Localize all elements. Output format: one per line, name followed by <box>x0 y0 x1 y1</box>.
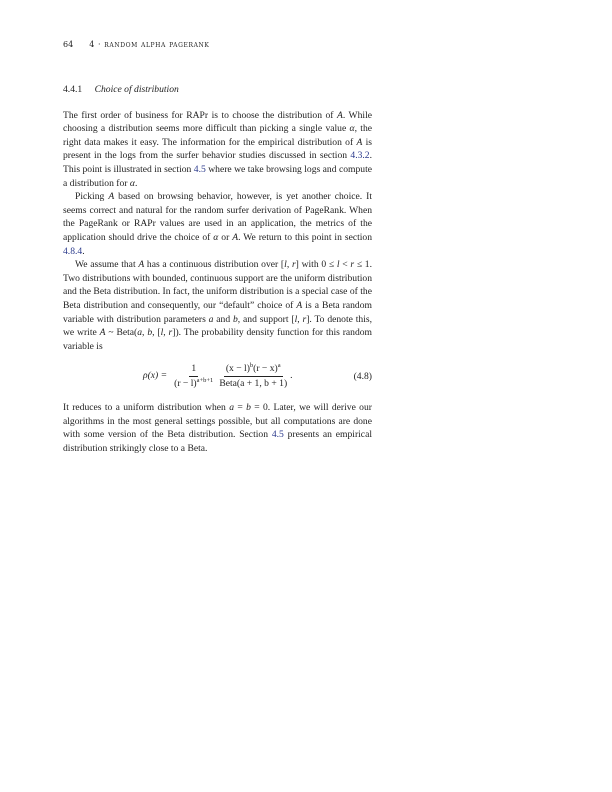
equation-body <box>143 361 293 391</box>
equation-period: . <box>290 370 293 382</box>
section-title: Choice of distribution <box>94 84 179 95</box>
running-title: 4 · random alpha pagerank <box>89 40 210 49</box>
running-head <box>63 40 373 49</box>
fraction-1 <box>172 363 215 390</box>
paragraph-3: We assume that A has a continuous distribution over [l, r] with 0 ≤ l < r ≤ 1. Two distributions with bounded, continuous support are the uniform distribution and the Beta distribution. In fact, the uniform distribution is a special case of the Beta distribution and consequently, our “default” choice of A is a Beta random variable with distribution parameters a and b, and support [l, r]. To denote this, we write A ~ Beta(a, b, [l, r]). The probability density function for this random variable is <box>63 259 373 352</box>
paragraph-4: It reduces to a uniform distribution when a = b = 0. Later, we will derive our algorithms in the most general settings possible, but all computations are done with some version of the Beta distribution. Section 4.5 presents an empirical distribution strikingly close to a Beta. <box>63 402 372 455</box>
section-link[interactable]: 4.5 <box>193 163 206 175</box>
paragraph-1: The first order of business for RAPr is to choose the distribution of A. While choosing a distribution seems more difficult than picking a single value α, the right data makes it easy. The information for the empirical distribution of A is present in the logs from the surfer behavior studies discussed in section 4.3.2. This point is illustrated in section 4.5 where we take browsing logs and compute a distribution for α. <box>63 109 372 189</box>
section-link[interactable]: 4.3.2 <box>350 150 370 162</box>
fraction-2-numerator: $(x - l)^b(r - x)^a$ <box>224 363 283 377</box>
fraction-2 <box>217 363 289 390</box>
equation-number: (4.8) <box>353 371 372 383</box>
section-link[interactable]: 4.8.4 <box>63 245 83 257</box>
page-number: 64 <box>63 40 74 49</box>
fraction-2-denominator: Beta(a + 1, b + 1) <box>219 377 288 389</box>
section-heading <box>63 83 372 97</box>
paragraph-2: Picking A based on browsing behavior, however, is yet another choice. It seems correct and natural for the random surfer derivation of PageRank. When the PageRank or RAPr values are used in an application, the metrics of the application should drive the choice of α or A. We return to this point in section 4.8.4. <box>63 191 373 257</box>
equation-lhs: ρ(x) = <box>143 370 168 382</box>
page-body <box>63 83 372 456</box>
equation-4-8 <box>63 361 372 391</box>
section-link[interactable]: 4.5 <box>271 429 284 441</box>
fraction-1-denominator: $(r - l)^{a+b+1}$ <box>174 376 214 389</box>
fraction-1-numerator: 1 <box>189 363 198 377</box>
section-number: 4.4.1 <box>63 84 83 95</box>
